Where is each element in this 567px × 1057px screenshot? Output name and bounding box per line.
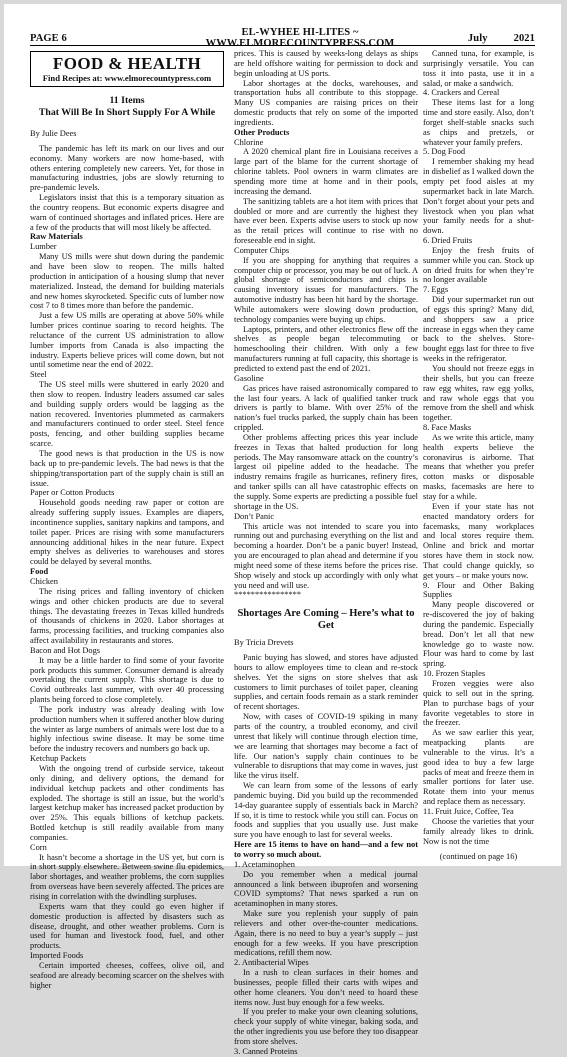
- label-line: 8. Face Masks: [423, 423, 472, 433]
- paragraph: A 2020 chemical plant fire in Louisiana receives a large part of the blame for the current shortage of chlorine tablets. Pool owners in warm climates are spending more time at home and in their pools, increasing the demand.: [234, 147, 418, 196]
- label-line: Ketchup Packets: [30, 754, 87, 764]
- paragraph: Even if your state has not enacted mandatory orders for facemasks, many workplaces and local stores require them. Online and brick and mortar stores have them in stock now. That could change quickly, so get yours – or make yours now.: [423, 501, 534, 580]
- article-1-title: [30, 95, 224, 119]
- paragraph: Other problems affecting prices this year include freezes in Texas that halted production for long periods. The May ransomware attack on the country’s largest oil pipeline added to the headache. The industry remains fragile as hurricanes, refinery fires, and tanker spills can all have catastrophic effects on the supply. Some experts are predicting a possible fuel shortage in the US.: [234, 432, 418, 511]
- paragraph: Did your supermarket run out of eggs this spring? Many did, and shoppers saw a price increase in eggs when they came back to the shelves. Store-bought eggs last for three to five weeks in the refrigerator.: [423, 295, 534, 364]
- label-line: Gasoline: [234, 373, 264, 383]
- paragraph: Make sure you replenish your supply of pain relievers and other over-the-counter medications. Again, there is no need to buy a year’s supply – just enough for a few weeks. If you have prescription medications, refill them now.: [234, 909, 418, 958]
- label-line: 3. Canned Proteins: [234, 1046, 298, 1056]
- label-line: prices. This is caused by weeks-long delays as ships are held offshore waiting for permission to dock and begin unloading at US ports.: [234, 49, 418, 78]
- paragraph: I remember shaking my head in disbelief as I walked down the empty pet food aisles at my supermarket back in late March. Don’t forget about your pets and livestock when you plan what your family needs for a shut-down.: [423, 157, 534, 236]
- paragraph: Laptops, printers, and other electronics flew off the shelves as people began telecommuting or homeschooling their children. With only a few manufacturers running at full capacity, this shortage is predicted to extend past the end of 2021.: [234, 324, 418, 373]
- paragraph: As we write this article, many health experts believe the coronavirus is airborne. That means that whether you prefer cotton masks or disposable masks, facemasks are here to stay for a while.: [423, 432, 534, 501]
- paragraph: In a rush to clean surfaces in their homes and businesses, people filled their carts with wipes and other home cleaners. You don’t need to hoard these items now. Just buy enough for a few weeks.: [234, 968, 418, 1007]
- label-line: Lumber: [30, 242, 57, 252]
- label-line: 11. Fruit Juice, Coffee, Tea: [423, 806, 514, 816]
- subhead: Here are 15 items to have on hand—and a few not to worry so much about.: [234, 840, 418, 859]
- newspaper-page: [4, 4, 561, 1056]
- label-line: 7. Eggs: [423, 285, 449, 295]
- label-line: 1. Acetaminophen: [234, 859, 295, 869]
- paragraph: Just a few US mills are operating at above 50% while lumber prices continue soaring to record heights. The reluctance of the current US administration to allow lumber imports from Canada is also impacting the industry. Experts believe prices will come down, but not until sometime near the end of 2022.: [30, 311, 224, 370]
- label-line: Bacon and Hot Dogs: [30, 645, 101, 655]
- article-2-body-continued: [423, 49, 534, 846]
- label-line: Paper or Cotton Products: [30, 488, 115, 498]
- paragraph: It may be a little harder to find some of your favorite pork products this summer. Consumer demand is already overtaking the current supply. This shortage is due to Covid outbreaks last summer, with over 40 processing plants being forced to close completely.: [30, 655, 224, 705]
- paragraph: Certain imported cheeses, coffees, olive oil, and seafood are already becoming scarcer on the shelves with higher: [30, 960, 224, 990]
- paragraph: Enjoy the fresh fruits of summer while you can. Stock up on dried fruits for when they’re no longer available: [423, 245, 534, 285]
- label-line: 6. Dried Fruits: [423, 236, 473, 246]
- label-line: Corn: [30, 842, 47, 852]
- label-line: 2. Antibacterial Wipes: [234, 958, 309, 968]
- paragraph: The pork industry was already dealing with low production numbers when it suffered another blow during the winter as large numbers of animals were lost due to a highly infectious swine disease. It may be some time before the industry recovers and numbers go back up.: [30, 704, 224, 754]
- paragraph: Gas prices have raised astronomically compared to the last four years. A lack of qualified tanker truck drivers is partly to blame. With over 25% of the nation’s fuel trucks parked, the supply chain has been crippled.: [234, 383, 418, 433]
- label-line: Imported Foods: [30, 951, 84, 961]
- paragraph: The rising prices and falling inventory of chicken wings and other chicken products are due to several things. The devastating freezes in Texas killed hundreds of thousands of chickens in 2020. Labor shortages at farms, processing facilities, and trucking companies also affect availability in restaurants and stores.: [30, 586, 224, 646]
- article-1-title-line-1: 11 Items: [109, 95, 145, 106]
- banner-text: EL-WYHEE HI-LITES ~ WWW.ELMORECOUNTYPRESS.COM: [205, 27, 395, 49]
- paragraph: Panic buying has slowed, and stores have adjusted hours to allow employees time to clean and re-stock shelves. Yet the signs on store shelves that ask customers to limit purchases of toilet paper, cleaning supplies, and certain foods remain as a stark reminder of recent shortages.: [234, 653, 418, 712]
- article-2-byline: By Tricia Drevets: [234, 638, 294, 648]
- paragraph: With the ongoing trend of curbside service, takeout only dining, and delivery options, the demand for individual ketchup packets and other condiments has exploded. The shortage is still an issue, but the world’s largest ketchup maker has increased packet production by over 25%. This equals billions of ketchup packets. Bottled ketchup is still readily available from many companies.: [30, 764, 224, 842]
- paragraph: These items last for a long time and store easily. Also, don’t forget shelf-stable snacks such as chips and pretzels, or whatever your family prefers.: [423, 98, 534, 147]
- section-subtitle: Find Recipes at: www.elmorecountypress.com: [42, 73, 212, 83]
- paragraph: It hasn’t become a shortage in the US yet, but corn is in short supply elsewhere. Between swine flu epidemics, labor shortages, and weather problems, the corn supplies from overseas have been severely affected. The prices are rising in correlation with the dwindling surpluses.: [30, 852, 224, 901]
- label-line: ****************: [234, 590, 301, 600]
- label-line: Chlorine: [234, 137, 264, 147]
- paragraph: Experts warn that they could go even higher if domestic production is affected by disasters such as disease, drought, and other weather problems. Corn is used for human and livestock food, fuel, and other products.: [30, 901, 224, 951]
- article-1-body: [30, 144, 224, 991]
- continued-note: (continued on page 16): [439, 852, 518, 862]
- label-line: Don’t Panic: [234, 511, 275, 521]
- paragraph: Many US mills were shut down during the pandemic and have been slow to reopen. The mills halted production in anticipation of a housing slump that never materialized. Instead, the demand for building materials and new homes skyrocketed. Specific cuts of lumber now cost 7 to 8 times more than before the pandemic.: [30, 252, 224, 311]
- paragraph: You should not freeze eggs in their shells, but you can freeze raw egg whites, raw egg yolks, and raw whole eggs that you remove from the shell and whisk together.: [423, 364, 534, 423]
- paragraph: If you are shopping for anything that requires a computer chip or processor, you may be out of luck. A global shortage of semiconductors and chips is causing inventory issues for manufacturers. The automotive industry has been hit hard by the shortage. While automakers were slowing down production, technology companies were buying up chips.: [234, 255, 418, 324]
- article-1-title-line-2: That Will Be In Short Supply For A While: [38, 107, 216, 118]
- paragraph: If you prefer to make your own cleaning solutions, check your supply of white vinegar, baking soda, and the other ingredients you use before they too disappear from store shelves.: [234, 1007, 418, 1046]
- article-1-body-continued: [234, 49, 418, 600]
- paragraph: This article was not intended to scare you into running out and purchasing everything on the list and becoming a hoarder. Don’t be a panic buyer! Instead, you are encouraged to plan ahead and determine if you might need some of these items before the prices rise. Shop wisely and stock up accordingly with only what you need and will use.: [234, 521, 418, 590]
- issue-year: 2021: [513, 32, 535, 44]
- subhead: Other Products: [234, 127, 290, 137]
- paragraph: Do you remember when a medical journal announced a link between ibuprofen and worsening COVID symptoms? That news sparked a run on acetaminophen in many stores.: [234, 869, 418, 909]
- paragraph: Now, with cases of COVID-19 spiking in many parts of the country, a troubled economy, and civil unrest that likely will continue through election time, we are learning that shortages may become a fact of life. Our nation’s supply chain continues to be vulnerable to disruptions that may come in waves, just like the virus itself.: [234, 712, 418, 781]
- paragraph: The US steel mills were shuttered in early 2020 and then slow to reopen. Industry leaders assumed car sales and building supply orders would be lagging as the nation recovered. Inventories plummeted as carmakers and manufacturers continued to order steel. Steel fence posts, fencing, and other building supplies became scarce.: [30, 380, 224, 449]
- paragraph: Many people discovered or re-discovered the joy of baking during the pandemic. Especially bread. Don’t let all that new knowledge go to waste now. Flour was hard to come by last spring.: [423, 600, 534, 669]
- paragraph: Canned tuna, for example, is surprisingly versatile. You can toss it into pasta, use it in a salad, or make a sandwich.: [423, 49, 534, 88]
- label-line: 9. Flour and Other Baking Supplies: [423, 580, 534, 600]
- article-2-title: Shortages Are Coming – Here’s what to Get: [237, 608, 415, 632]
- issue-month: July: [467, 32, 488, 44]
- label-line: Computer Chips: [234, 245, 290, 255]
- subhead: Food: [30, 567, 49, 577]
- paragraph: Household goods needing raw paper or cotton are already suffering supply issues. Examples are diapers, incontinence supplies, sanitary napkins and tampons, and toilet paper. Prices are rising with some manufacturers announcing additional hikes in the near future. Expect empty shelves as deliveries to warehouses and stores could be delayed by several months.: [30, 498, 224, 567]
- section-title: FOOD & HEALTH: [52, 54, 202, 73]
- page-header: [30, 27, 535, 49]
- section-header-box: [30, 51, 224, 87]
- paragraph: Labor shortages at the docks, warehouses, and transportation hubs all contribute to this stoppage. Many US companies are raising prices on their domestic products that rely on some of the imported ingredients.: [234, 78, 418, 127]
- issue-date: [468, 33, 535, 44]
- label-line: 10. Frozen Staples: [423, 669, 486, 679]
- subhead: Raw Materials: [30, 232, 83, 242]
- article-1-byline: By Julie Dees: [30, 129, 77, 138]
- paragraph: Choose the varieties that your family already likes to drink. Now is not the time: [423, 816, 534, 846]
- column-3: [423, 49, 534, 862]
- label-line: 4. Crackers and Cereal: [423, 88, 500, 98]
- label-line: Chicken: [30, 576, 58, 586]
- page-number: PAGE 6: [30, 32, 67, 44]
- label-line: 5. Dog Food: [423, 147, 466, 157]
- label-line: Steel: [30, 370, 47, 380]
- paragraph: Frozen veggies were also quick to sell out in the spring. Plan to purchase bags of your favorite vegetables to store in the freezer.: [423, 679, 534, 728]
- paragraph: The good news is that production in the US is now back up to pre-pandemic levels. The bad news is that the shipping/transportation part of the supply chain is still an issue.: [30, 449, 224, 488]
- column-1: [30, 49, 224, 990]
- paragraph: The pandemic has left its mark on our lives and our economy. Many workers are now home-based, with others entering completely new careers. Yet, for those in manufacturing industries, jobs are slowly returning to pre-pandemic levels.: [30, 143, 224, 193]
- paragraph: Legislators insist that this is a temporary situation as the country reopens. But economic experts disagree and warn of continued shortages and inflated prices. Here are a few of the products that will most likely be affected.: [30, 193, 224, 232]
- paragraph: The sanitizing tablets are a hot item with prices that doubled or more and are currently the highest they have ever been. Experts advise users to stock up now as the retail prices will continue to rise with no foreseeable end in sight.: [234, 196, 418, 246]
- paragraph: We can learn from some of the lessons of early pandemic buying. Did you build up the recommended 14-day guarantee supply of essentials back in March? If so, it is time to restock while you still can. Focus on foods and supplies that you usually use. Just make sure you have enough to last for several weeks.: [234, 781, 418, 840]
- column-2: [234, 49, 418, 1056]
- article-2-body: [234, 653, 418, 1057]
- header-rule: [30, 45, 535, 46]
- paragraph: As we saw earlier this year, meatpacking plants are vulnerable to the virus. It’s a good idea to buy a few large packs of meat and freeze them in smaller portions for later use. Rotate them into your menus and replace them as necessary.: [423, 728, 534, 807]
